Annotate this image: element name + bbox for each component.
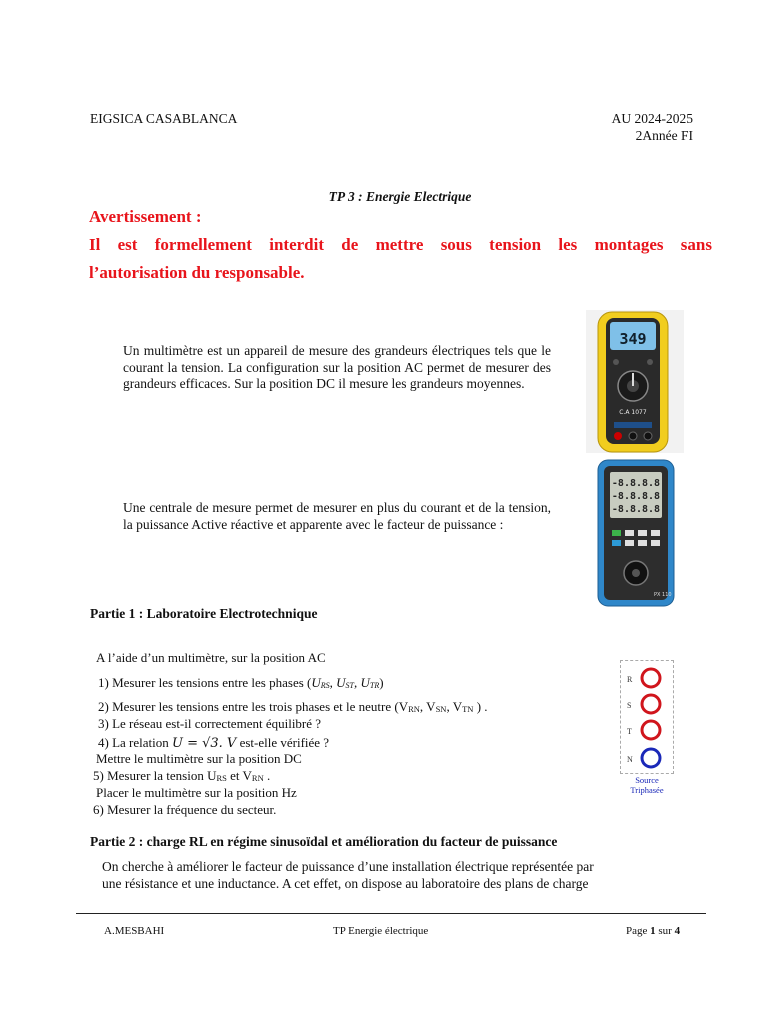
question-6: 6) Mesurer la fréquence du secteur. [93,802,277,817]
multimeter-brand: C.A 1077 [619,409,647,416]
level: 2Année FI [635,128,693,143]
partie2-line2: une résistance et une inductance. A cet effet, on dispose au laboratoire des plans de charge [102,876,589,891]
phase-r-terminal [642,669,660,687]
academic-year: AU 2024-2025 [611,111,693,126]
neutral-label: N [627,755,633,764]
analyzer-display-3: -8.8.8.8 [611,504,661,515]
question-4: 4) La relation U = √3. V est-elle vérifiée ? [98,735,330,751]
multimeter-display-value: 349 [619,330,647,348]
warning-line1: Il est formellement interdit de mettre sous tension les montages sans [89,235,712,254]
footer-course: TP Energie électrique [333,925,429,937]
phase-s-terminal [642,695,660,713]
question-3: 3) Le réseau est-il correctement équilibré ? [98,716,322,731]
multimeter-image [586,310,684,453]
analyzer-model: PX 110 [654,592,672,598]
phase-t-terminal [642,721,660,739]
multimeter-description: Un multimètre est un appareil de mesure des grandeurs électriques tels que le courant la tension. La configuration sur la position AC permet de mesurer des grandeurs efficaces. Sur la position DC il mesure les grandeurs moyennes. [123,343,551,391]
phase-r-label: R [627,675,633,684]
central-description: Une centrale de mesure permet de mesurer en plus du courant et de la tension, la puissance Active réactive et apparente avec le facteur de puissance : [123,500,551,532]
warning-title: Avertissement : [89,207,202,226]
phase-t-label: T [627,727,632,736]
footer-page-number: Page 1 sur 4 [626,925,681,937]
question-1: 1) Mesurer les tensions entre les phases (URS, UST, UTR) [98,675,384,690]
question-5: 5) Mesurer la tension URS et VRN . [93,768,271,783]
partie1-intro: A l’aide d’un multimètre, sur la position AC [96,650,326,665]
partie2-title: Partie 2 : charge RL en régime sinusoïdal et amélioration du facteur de puissance [90,834,558,849]
partie1-title: Partie 1 : Laboratoire Electrotechnique [90,606,318,621]
question-2: 2) Mesurer les tensions entre les trois phases et le neutre (VRN, VSN, VTN ) . [98,699,488,714]
analyzer-display-2: -8.8.8.8 [611,491,661,502]
school-name: EIGSICA CASABLANCA [90,111,238,126]
warning-line2: l’autorisation du responsable. [89,263,305,282]
hz-instruction: Placer le multimètre sur la position Hz [96,785,297,800]
footer-divider [76,913,706,914]
partie2-line1: On cherche à améliorer le facteur de puissance d’une installation électrique représentée par [102,859,594,874]
footer-author: A.MESBAHI [104,925,165,937]
source-caption: Source Triphasée [630,775,664,795]
power-analyzer-image [596,458,676,608]
three-phase-source-diagram [620,660,674,774]
page-title: TP 3 : Energie Electrique [328,189,472,204]
analyzer-display-1: -8.8.8.8 [611,478,661,489]
neutral-terminal [642,749,660,767]
dc-instruction: Mettre le multimètre sur la position DC [96,751,302,766]
phase-s-label: S [627,701,632,710]
